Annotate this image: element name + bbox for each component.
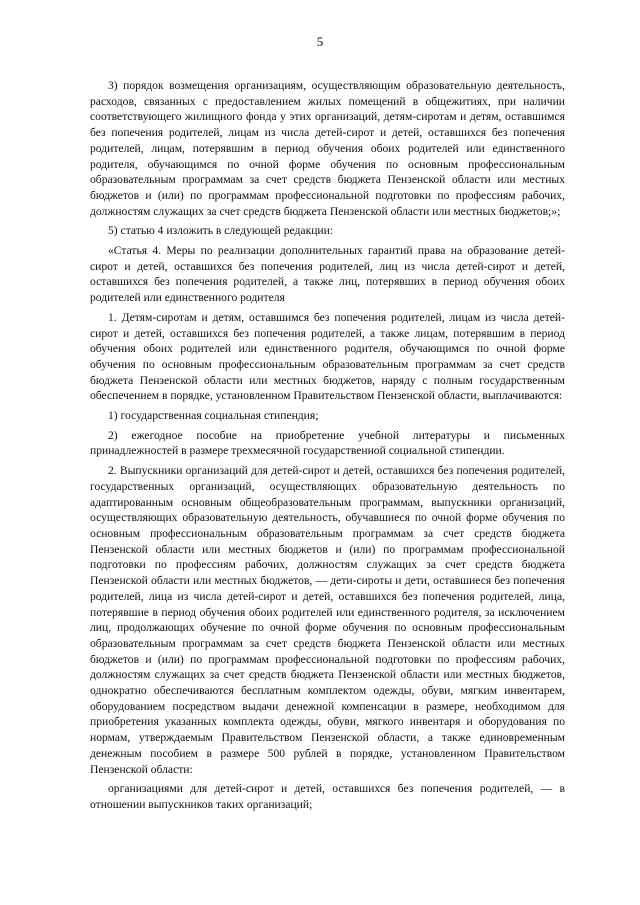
part-1-item-1: 1) государственная социальная стипендия; (108, 409, 319, 423)
page-number: 5 (316, 34, 324, 49)
article-4-part-2: 2. Выпускники организаций для детей-сирот и детей, оставшихся без попечения родителей, государственных организаций, осуществляющих образовательную деятельность по адаптированным основным общеобразовательным программам, выпускники организаций, осуществляющих образовательную деятельность, обучавшиеся по очной форме обучения по основным профессиональным образовательным программам за счет средств бюджета Пензенской области или местных бюджетов и (или) по программам профессиональной подготовки по профессиям рабочих, должностям служащих за счет средств бюджета Пензенской области или местных бюджетов, — дети-сироты и дети, оставшиеся без попечения родителей, лица из числа детей-сирот и детей, оставшихся без попечения родителей, лица, потерявшие в период обучения обоих родителей или единственного родителя, за исключением лиц, продолжающих обучение по очной форме обучения по основным профессиональным образовательным программам за счет средств бюджета Пензенской области или местных бюджетов и (или) по программам профессиональной подготовки по профессиям рабочих, должностям служащих за счет средств бюджета Пензенской области или местных бюджетов, однократно обеспечиваются бесплатным комплектом одежды, обуви, мягким инвентарем, оборудованием посредством выдачи денежной компенсации в размере, необходимом для приобретения указанных комплекта одежды, обуви, мягкого инвентаря и оборудования по нормам, утверждаемым Правительством Пензенской области, а также единовременным денежным пособием в размере 500 рублей в порядке, установленном Правительством Пензенской области: (90, 464, 565, 776)
paragraph-item-3: 3) порядок возмещения организациям, осуществляющим образовательную деятельность, расходов, связанных с предоставлением жилых помещений в общежитиях, при наличии соответствующего жилищного фонда у этих организаций, детям-сиротам и детям, оставшимся без попечения родителей, лицам из числа детей-сирот и детей, оставшихся без попечения родителей, лицам, потерявшим в период обучения обоих родителей или единственного родителя, обучающимся по очной форме обучения по основным профессиональным образовательным программам за счет средств бюджета Пензенской области или местных бюджетов и (или) по программам профессиональной подготовки по профессиям рабочих, должностям служащих за счет средств бюджета Пензенской области или местных бюджетов;»; (90, 79, 565, 218)
document-body (90, 78, 565, 817)
article-4-part-1: 1. Детям-сиротам и детям, оставшимся без попечения родителей, лицам из числа детей-сирот и детей, оставшихся без попечения родителей, а также лицам, потерявшим в период обучения обоих родителей или единственного родителя, обучающимся по очной форме обучения по основным профессиональным образовательным программам за счет средств бюджета Пензенской области или местных бюджетов, наряду с полным государственным обеспечением в порядке, установленном Правительством Пензенской области, выплачиваются: (90, 310, 565, 403)
part-2-clause: организациями для детей-сирот и детей, оставшихся без попечения родителей, — в отношении выпускников таких организаций; (90, 782, 565, 811)
part-1-item-2: 2) ежегодное пособие на приобретение учебной литературы и письменных принадлежностей в размере трехмесячной государственной социальной стипендии. (90, 428, 565, 458)
paragraph-item-5: 5) статью 4 изложить в следующей редакции: (108, 224, 334, 238)
article-4-heading: «Статья 4. Меры по реализации дополнительных гарантий права на образование детей-сирот и детей, оставшихся без попечения родителей, лиц из числа детей-сирот и детей, оставшихся без попечения родителей, а также лиц, потерявших в период обучения обоих родителей или единственного родителя (90, 244, 565, 305)
